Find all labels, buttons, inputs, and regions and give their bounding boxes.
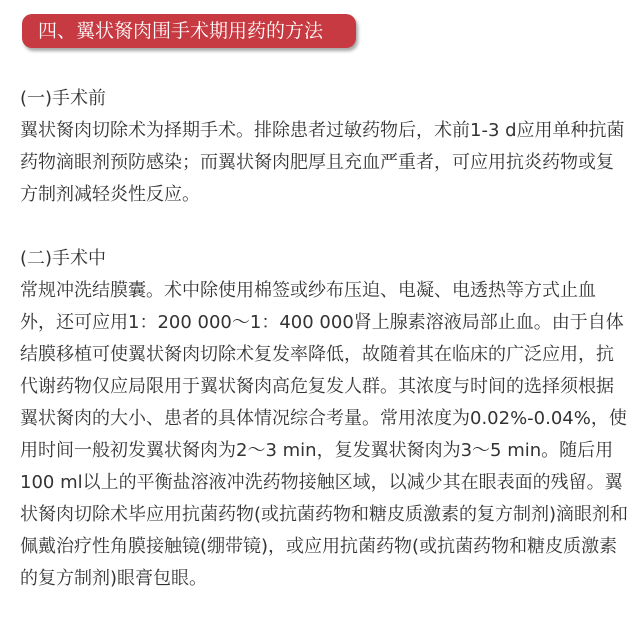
- section-header-title: 四、翼状胬肉围手术期用药的方法: [38, 20, 324, 42]
- section-spacer: [20, 211, 630, 243]
- section-header-banner: [22, 14, 356, 48]
- section-body-preoperative: 翼状胬肉切除术为择期手术。排除患者过敏药物后，术前1-3 d应用单种抗菌药物滴眼剂预防感染；而翼状胬肉肥厚且充血严重者，可应用抗炎药物或复方制剂减轻炎性反应。: [20, 120, 625, 205]
- section-title-intraoperative: (二)手术中: [20, 248, 107, 269]
- section-title-preoperative: (一)手术前: [20, 88, 107, 109]
- article-content: [20, 83, 630, 595]
- section-body-intraoperative: 常规冲洗结膜囊。术中除使用棉签或纱布压迫、电凝、电透热等方式止血外，还可应用1：200 000～1：400 000肾上腺素溶液局部止血。由于自体结膜移植可使翼状胬肉切除术复发率降低，故随着其在临床的广泛应用，抗代谢药物仅应局限用于翼状胬肉高危复发人群。其浓度与时间的选择须根据翼状胬肉的大小、患者的具体情况综合考量。常用浓度为0.02%-0.04%，使用时间一般初发翼状胬肉为2～3 min，复发翼状胬肉为3～5 min。随后用100 ml以上的平衡盐溶液冲洗药物接触区域，以减少其在眼表面的残留。翼状胬肉切除术毕应用抗菌药物(或抗菌药物和糖皮质激素的复方制剂)滴眼剂和佩戴治疗性角膜接触镜(绷带镜)，或应用抗菌药物(或抗菌药物和糖皮质激素的复方制剂)眼膏包眼。: [20, 280, 629, 589]
